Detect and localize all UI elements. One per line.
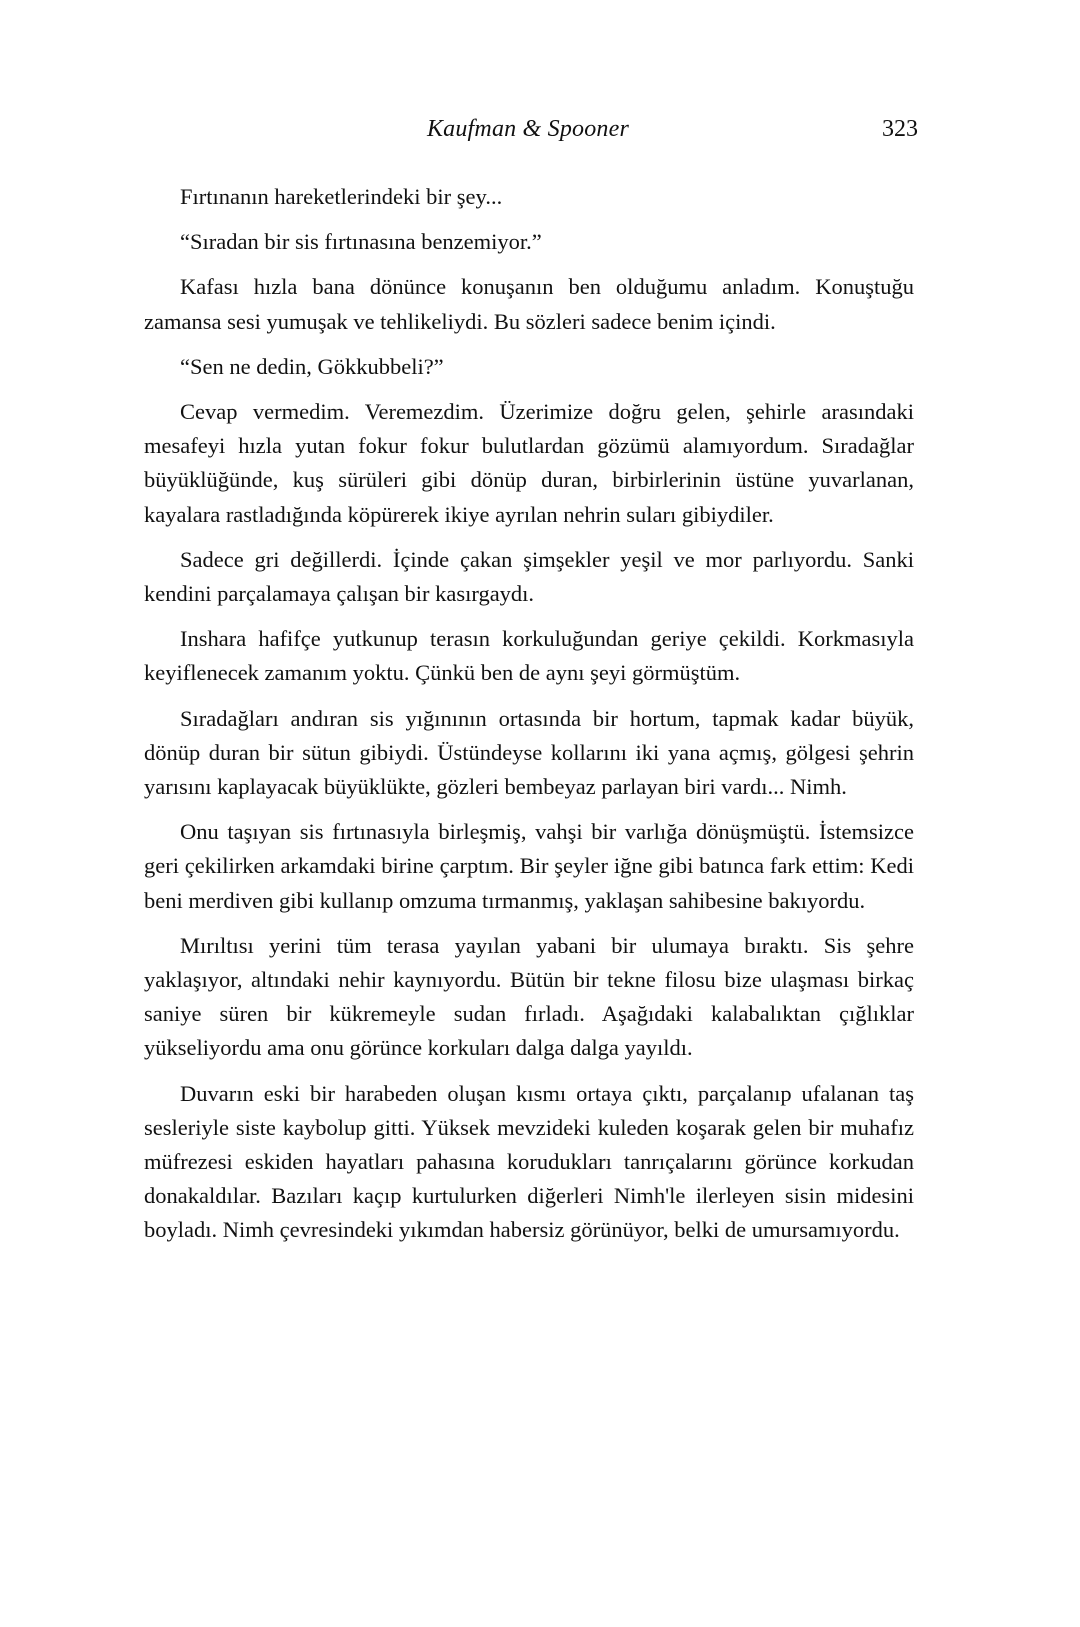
paragraph-6: Sadece gri değillerdi. İçinde çakan şimşekler yeşil ve mor parlıyordu. Sanki kendini parçalamaya çalışan bir kasırgaydı. xyxy=(144,546,914,607)
running-title: Kaufman & Spooner xyxy=(426,116,630,142)
paragraph-4: “Sen ne dedin, Gökkubbeli?” xyxy=(180,353,444,379)
paragraph-8: Sıradağları andıran sis yığınının ortasında bir hortum, tapmak kadar büyük, dönüp duran bir sütun gibiydi. Üstündeyse kollarını iki yana açmış, gölgesi şehrin yarısını kaplayacak büyüklükte, gözleri bembeyaz parlayan biri vardı... Nimh. xyxy=(144,705,914,800)
paragraph-1: Fırtınanın hareketlerindeki bir şey... xyxy=(180,184,503,209)
running-head xyxy=(138,116,918,156)
paragraph-10: Mırıltısı yerini tüm terasa yayılan yabani bir ulumaya bıraktı. Sis şehre yaklaşıyor, altındaki nehir kaynıyordu. Bütün bir tekne filosu bize ulaşması birkaç saniye süren bir kükremeyle sudan fırladı. Aşağıdaki kalabalıktan çığlıklar yükseliyordu ama onu görünce korkuları dalga dalga yayıldı. xyxy=(144,932,914,1061)
paragraph-9: Onu taşıyan sis fırtınasıyla birleşmiş, vahşi bir varlığa dönüşmüştü. İstemsizce geri çekilirken arkamdaki birine çarptım. Bir şeyler iğne gibi batınca fark ettim: Kedi beni merdiven gibi kullanıp omzuma tırmanmış, yaklaşan sahibesine bakıyordu. xyxy=(144,819,914,913)
paragraph-11: Duvarın eski bir harabeden oluşan kısmı ortaya çıktı, parçalanıp ufalanan taş sesleriyle siste kaybolup gitti. Yüksek mevzideki kuleden koşarak gelen bir muhafız müfrezesi eskiden hayatları pahasına korudukları tanrıçalarını görünce korkudan donakaldılar. Bazıları kaçıp kurtulurken diğerleri Nimh'le ilerleyen sisin midesini boyladı. Nimh çevresindeki yıkımdan habersiz görünüyor, belki de umursamıyordu. xyxy=(144,1080,914,1243)
page-number: 323 xyxy=(882,116,918,142)
paragraph-7: Inshara hafifçe yutkunup terasın korkuluğundan geriye çekildi. Korkmasıyla keyiflenecek zamanım yoktu. Çünkü ben de aynı şeyi görmüştüm. xyxy=(144,626,914,686)
body-text xyxy=(144,180,914,1259)
paragraph-5: Cevap vermedim. Veremezdim. Üzerimize doğru gelen, şehirle arasındaki mesafeyi hızla yutan fokur fokur bulutlardan gözümü alamıyordum. Sıradağlar büyüklüğünde, kuş sürüleri gibi dönüp duran, birbirlerinin üstüne yuvarlanan, kayalara rastladığında köpürerek ikiye ayrılan nehrin suları gibiydiler. xyxy=(144,399,914,527)
paragraph-2: “Sıradan bir sis fırtınasına benzemiyor.” xyxy=(180,229,542,255)
paragraph-3: Kafası hızla bana dönünce konuşanın ben olduğumu anladım. Konuştuğu zamansa sesi yumuşak ve tehlikeliydi. Bu sözleri sadece benim içindi. xyxy=(144,274,914,334)
